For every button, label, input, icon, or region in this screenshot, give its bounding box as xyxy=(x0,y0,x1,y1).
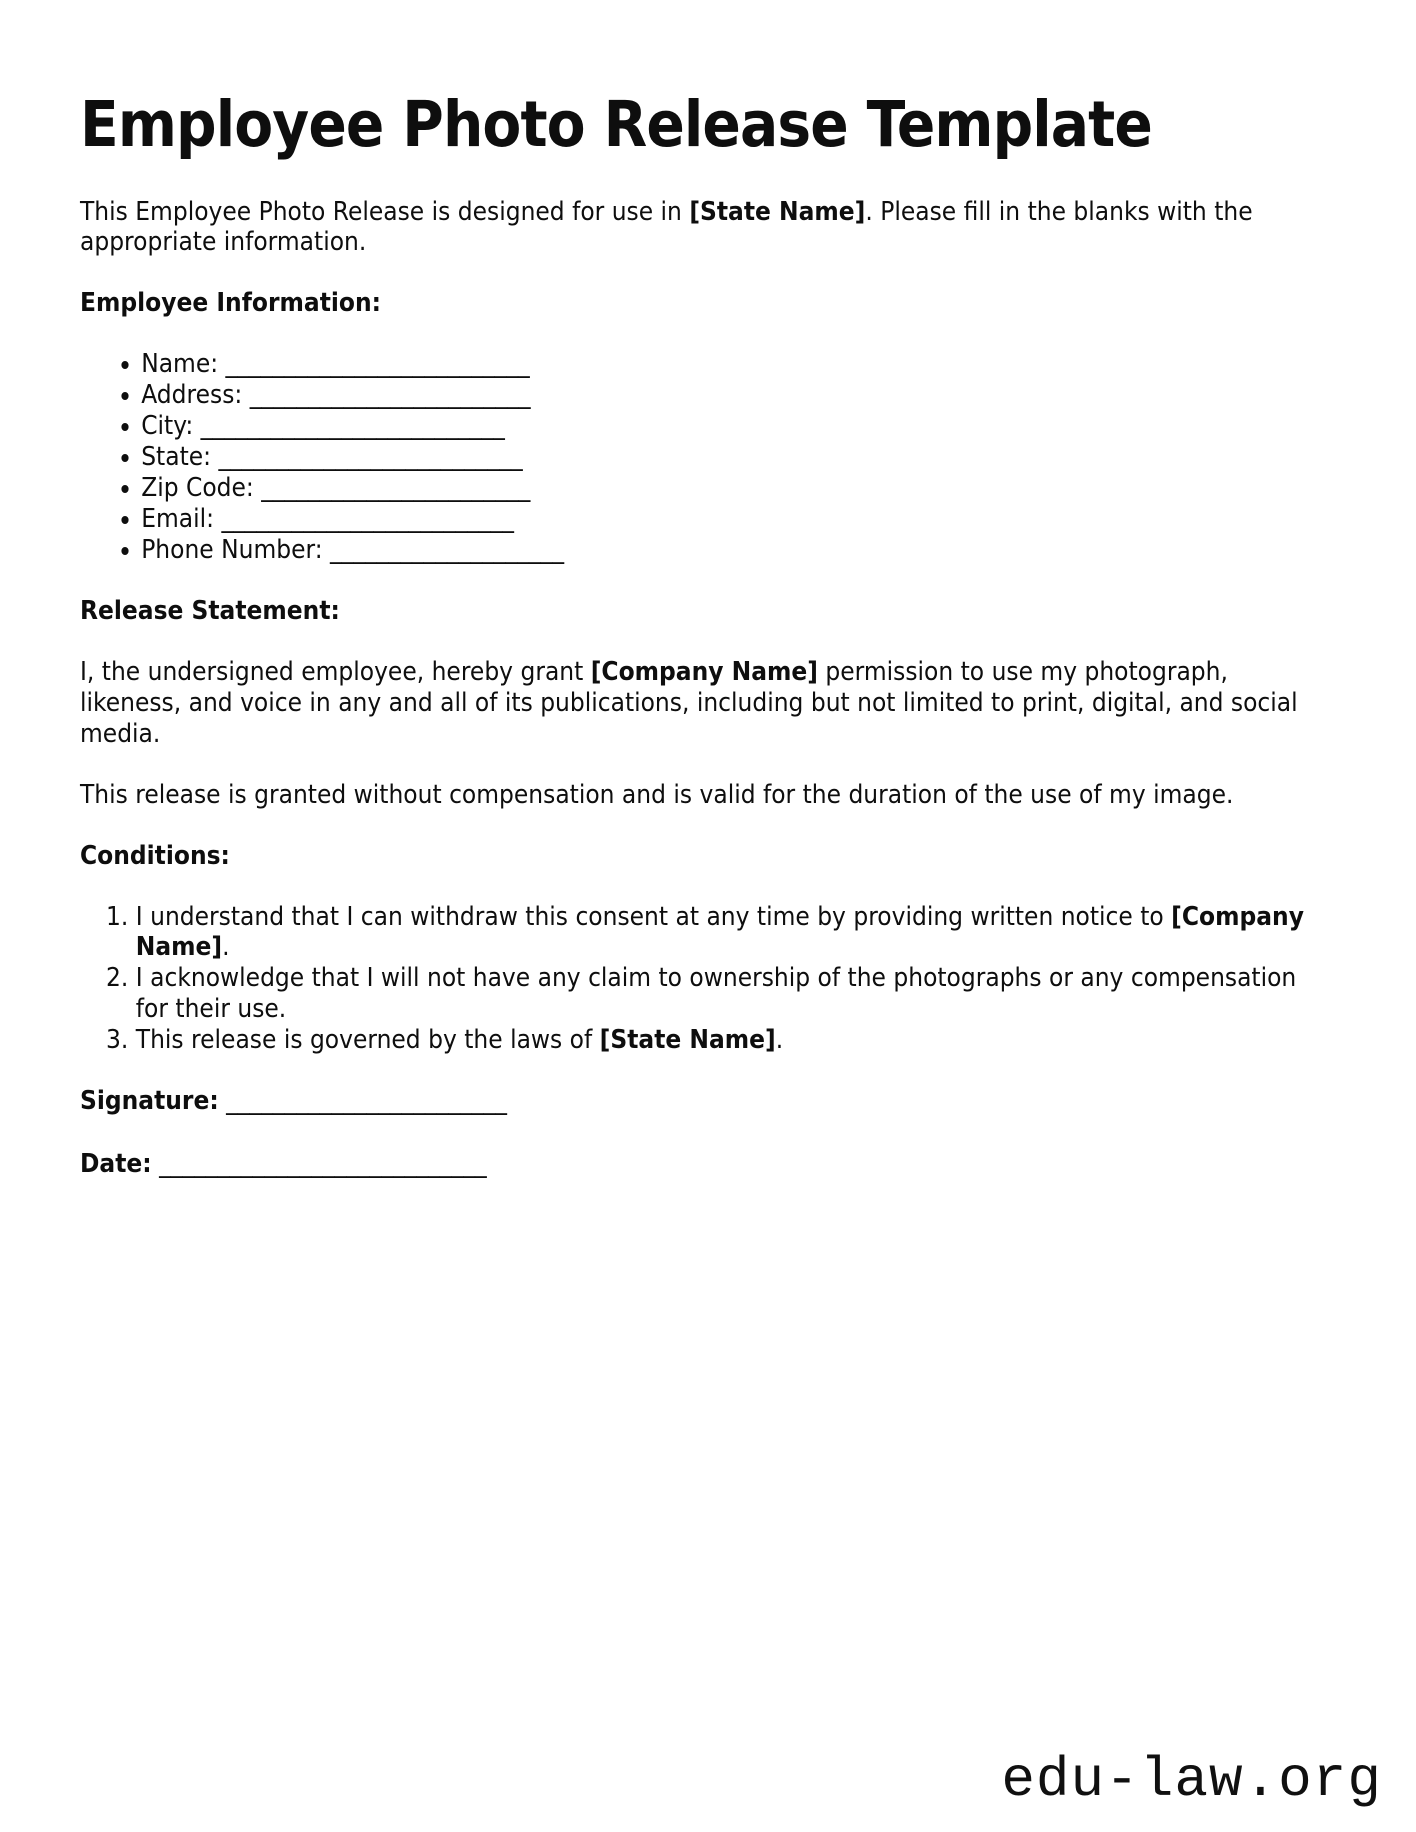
signature-line: ________________________ xyxy=(226,1086,507,1117)
condition-3-post: . xyxy=(775,1025,784,1056)
field-phone-line: ____________________ xyxy=(330,534,565,565)
field-state xyxy=(141,442,1322,473)
field-phone-label: Phone Number: xyxy=(141,534,323,565)
intro-text-post: . Please fill in the blanks with the appropriate information. xyxy=(80,196,1253,258)
release-paragraph-1 xyxy=(80,657,1322,750)
condition-1-company-placeholder: [Company Name] xyxy=(135,901,1304,963)
condition-3-state-placeholder: [State Name] xyxy=(599,1025,776,1056)
field-address xyxy=(141,380,1322,411)
release-paragraph-2: This release is granted without compensation and is valid for the duration of the use of my image. xyxy=(80,779,1234,810)
page-title: Employee Photo Release Template xyxy=(80,88,1152,161)
field-city xyxy=(141,411,1322,442)
release-statement-heading: Release Statement: xyxy=(80,595,340,626)
field-email xyxy=(141,504,1322,535)
field-zip-label: Zip Code: xyxy=(141,473,254,504)
employee-info-heading: Employee Information: xyxy=(80,288,381,319)
date-line: ____________________________ xyxy=(159,1149,487,1180)
company-name-placeholder: [Company Name] xyxy=(590,656,818,687)
site-brand: edu-law.org xyxy=(1001,1748,1382,1812)
field-state-line: __________________________ xyxy=(218,442,523,473)
date-label: Date: xyxy=(80,1149,152,1180)
field-zip xyxy=(141,473,1322,504)
state-name-placeholder: [State Name] xyxy=(689,196,866,227)
field-name-label: Name: xyxy=(141,349,219,380)
condition-item-1 xyxy=(136,902,1322,964)
field-name-line: __________________________ xyxy=(225,349,530,380)
condition-1-post: . xyxy=(222,932,230,963)
release-p1-pre: I, the undersigned employee, hereby grant xyxy=(80,656,591,687)
intro-text-pre: This Employee Photo Release is designed for use in xyxy=(80,196,690,227)
condition-item-3 xyxy=(136,1025,1322,1056)
employee-info-list xyxy=(80,349,1322,566)
release-p1-post: permission to use my photograph, likeness, and voice in any and all of its publications, including but not limited to print, digital, and social media. xyxy=(80,656,1298,749)
condition-1-pre: I understand that I can withdraw this consent at any time by providing written notice to xyxy=(135,901,1172,932)
field-state-label: State: xyxy=(141,442,212,473)
field-address-label: Address: xyxy=(141,380,243,411)
condition-item-2 xyxy=(136,963,1322,1025)
signature-label: Signature: xyxy=(80,1086,219,1117)
field-city-line: __________________________ xyxy=(200,411,505,442)
intro-paragraph xyxy=(80,197,1322,259)
conditions-heading: Conditions: xyxy=(80,840,230,871)
document-content xyxy=(80,90,1322,1212)
condition-2-pre: I acknowledge that I will not have any claim to ownership of the photographs or any compensation for their use. xyxy=(135,963,1297,1025)
field-address-line: ________________________ xyxy=(249,380,531,411)
condition-3-pre: This release is governed by the laws of xyxy=(135,1025,600,1056)
field-email-line: _________________________ xyxy=(221,504,514,535)
date-row xyxy=(80,1149,1322,1180)
field-name xyxy=(141,349,1322,380)
field-email-label: Email: xyxy=(141,504,215,535)
signature-row xyxy=(80,1086,1322,1117)
conditions-list xyxy=(80,902,1322,1057)
field-phone xyxy=(141,535,1322,566)
field-zip-line: _______________________ xyxy=(261,473,531,504)
field-city-label: City: xyxy=(141,411,194,442)
